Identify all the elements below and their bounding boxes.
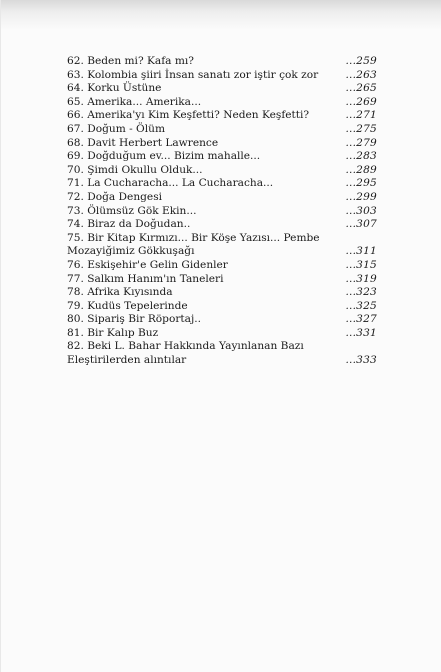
toc-entry-page: ...323 [345, 286, 377, 299]
toc-entry [67, 300, 377, 314]
toc-entry-title: 63. Kolombia şiiri İnsan sanatı zor iştir çok zor [67, 68, 319, 81]
toc-entry-page: ...259 [345, 55, 377, 67]
toc-entry-title-continued: Eleştirilerden alıntılar [67, 354, 187, 367]
toc-entry-title: 70. Şimdi Okullu Olduk... [67, 163, 203, 176]
toc-entry [67, 313, 377, 327]
toc-entry [67, 96, 377, 110]
toc-entry-title: 72. Doğa Dengesi [67, 190, 163, 203]
toc-entry [67, 191, 377, 205]
toc-entry [67, 273, 377, 287]
toc-entry-title: 71. La Cucharacha... La Cucharacha... [67, 177, 274, 190]
toc-entry-title: 76. Eskişehir'e Gelin Gidenler [67, 258, 228, 271]
toc-entry-title: 75. Bir Kitap Kırmızı... Bir Köşe Yazısı... Pembe [67, 231, 320, 244]
toc-entry [67, 340, 377, 367]
toc-entry-title-continued: Mozayiğimiz Gökkuşağı [67, 245, 195, 258]
toc-entry-page: ...319 [345, 272, 377, 285]
toc-entry-title: 73. Ölümsüz Gök Ekin... [67, 204, 197, 217]
toc-entry-page: ...283 [345, 150, 377, 163]
toc-entry-title: 62. Beden mi? Kafa mı? [67, 55, 194, 67]
toc-entry-page: ...315 [345, 258, 377, 271]
toc-entry-title: 64. Korku Üstüne [67, 82, 162, 95]
toc-entry-page: ...327 [345, 313, 377, 326]
page-top-shadow [1, 0, 441, 30]
table-of-contents [67, 55, 377, 368]
toc-entry [67, 327, 377, 341]
toc-entry-page: ...289 [345, 163, 377, 176]
toc-entry-title: 82. Beki L. Bahar Hakkında Yayınlanan Bazı [67, 340, 304, 353]
toc-entry-title: 65. Amerika... Amerika... [67, 95, 202, 108]
toc-entry-page: ...271 [345, 109, 377, 122]
toc-entry [67, 82, 377, 96]
toc-entry-page: ...325 [345, 299, 377, 312]
toc-entry [67, 232, 377, 259]
toc-entry-title: 81. Bir Kalıp Buz [67, 326, 159, 339]
toc-entry-page: ...269 [345, 95, 377, 108]
toc-entry [67, 55, 377, 69]
toc-entry-page: ...279 [345, 136, 377, 149]
toc-entry-title: 78. Afrika Kıyısında [67, 286, 173, 299]
toc-entry-page: ...295 [345, 177, 377, 190]
toc-entry [67, 123, 377, 137]
toc-entry [67, 205, 377, 219]
toc-entry-page: ...303 [345, 204, 377, 217]
toc-entry [67, 109, 377, 123]
toc-entry [67, 164, 377, 178]
toc-entry-page: ...333 [345, 354, 377, 367]
toc-entry-page: ...265 [345, 82, 377, 95]
toc-entry-title: 68. Davit Herbert Lawrence [67, 136, 219, 149]
toc-entry [67, 137, 377, 151]
toc-entry [67, 150, 377, 164]
toc-entry-page: ...307 [345, 218, 377, 231]
toc-entry-page: ...311 [345, 245, 377, 258]
toc-entry-page: ...275 [345, 122, 377, 135]
toc-entry-title: 66. Amerika'yı Kim Keşfetti? Neden Keşfetti? [67, 109, 310, 122]
toc-entry [67, 286, 377, 300]
toc-entry-page: ...331 [345, 326, 377, 339]
toc-entry-title: 69. Doğduğum ev... Bizim mahalle... [67, 150, 261, 163]
toc-entry [67, 177, 377, 191]
toc-entry [67, 259, 377, 273]
toc-entry-title: 79. Kudüs Tepelerinde [67, 299, 188, 312]
toc-entry [67, 69, 377, 83]
toc-entry-title: 67. Doğum - Ölüm [67, 122, 165, 135]
toc-entry-page: ...299 [345, 190, 377, 203]
toc-entry-title: 80. Sipariş Bir Röportaj.. [67, 313, 201, 326]
toc-entry-title: 77. Salkım Hanım'ın Taneleri [67, 272, 224, 285]
toc-entry [67, 218, 377, 232]
toc-entry-page: ...263 [345, 68, 377, 81]
toc-entry-title: 74. Biraz da Doğudan.. [67, 218, 191, 231]
